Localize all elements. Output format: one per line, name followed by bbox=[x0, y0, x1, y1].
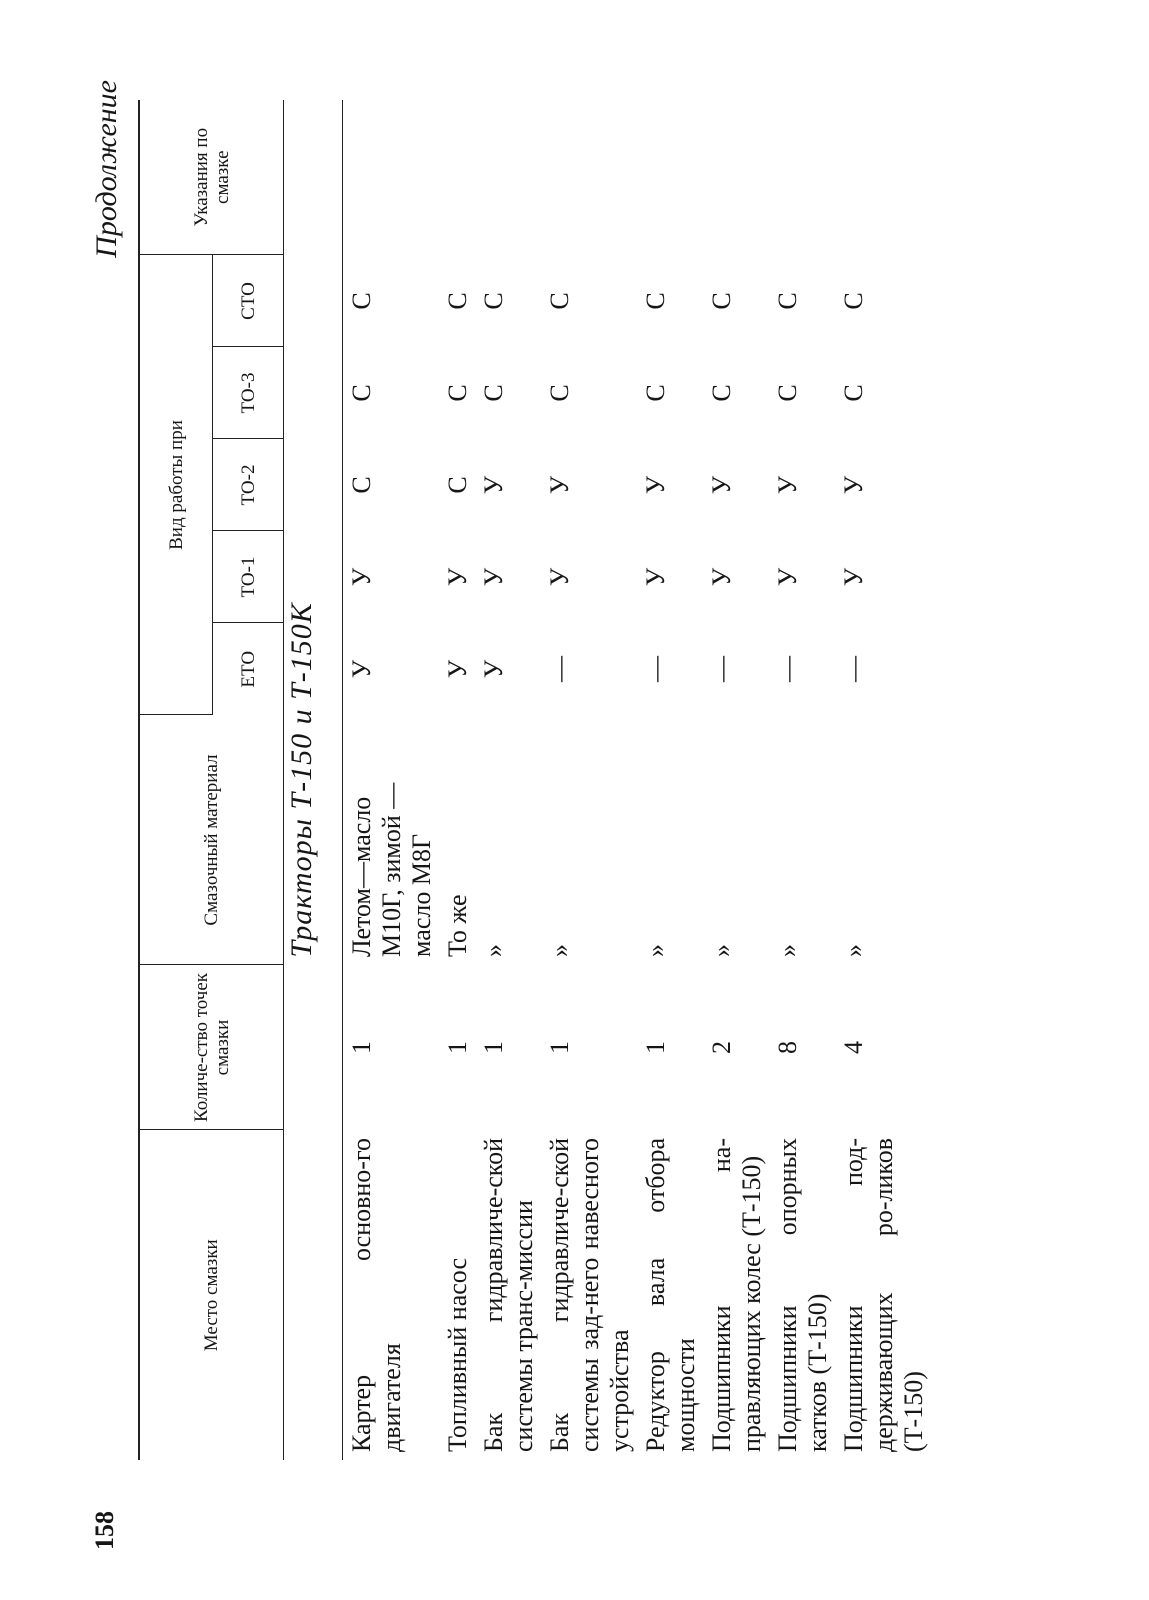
row-sto: С bbox=[839, 292, 868, 310]
row-sto: С bbox=[347, 292, 376, 310]
table-row bbox=[439, 100, 475, 1460]
header-to2: ТО-2 bbox=[213, 439, 284, 531]
header-place: Место смазки bbox=[139, 1130, 284, 1460]
row-to3: С bbox=[707, 384, 736, 402]
row-notes bbox=[343, 100, 440, 255]
row-place: Бак гидравличе-ской системы транс-миссии bbox=[479, 1138, 538, 1452]
row-to3: С bbox=[641, 384, 670, 402]
row-place: Редуктор вала отбора мощности bbox=[641, 1138, 700, 1452]
row-sto: С bbox=[707, 292, 736, 310]
header-to3: ТО-3 bbox=[213, 347, 284, 439]
row-to2: У bbox=[479, 475, 508, 495]
row-sto: С bbox=[479, 292, 508, 310]
row-to1: У bbox=[479, 567, 508, 587]
row-to1: У bbox=[347, 567, 376, 587]
table-row bbox=[835, 100, 931, 1460]
header-material: Смазочный материал bbox=[139, 715, 284, 965]
continuation-label: Продолжение bbox=[90, 80, 123, 258]
row-count: 8 bbox=[773, 1041, 802, 1054]
row-count: 1 bbox=[347, 1041, 376, 1054]
table-row bbox=[769, 100, 835, 1460]
row-notes bbox=[769, 100, 835, 255]
header-sto: СТО bbox=[213, 255, 284, 347]
row-to1: У bbox=[839, 567, 868, 587]
header-eto: ЕТО bbox=[213, 623, 284, 715]
row-material: » bbox=[839, 944, 868, 957]
row-eto: У bbox=[479, 659, 508, 679]
section-title: Тракторы Т-150 и Т-150К bbox=[284, 100, 343, 1460]
row-to2: У bbox=[641, 475, 670, 495]
lubrication-table bbox=[138, 100, 931, 1460]
row-count: 2 bbox=[707, 1041, 736, 1054]
row-notes bbox=[703, 100, 769, 255]
row-eto: У bbox=[443, 659, 472, 679]
table-row bbox=[541, 100, 637, 1460]
row-count: 1 bbox=[545, 1041, 574, 1054]
row-notes bbox=[541, 100, 637, 255]
header-work-group: Вид работы при bbox=[139, 255, 213, 715]
table-row bbox=[475, 100, 541, 1460]
row-sto: С bbox=[773, 292, 802, 310]
row-to3: С bbox=[545, 384, 574, 402]
row-notes bbox=[439, 100, 475, 255]
row-to1: У bbox=[641, 567, 670, 587]
row-notes bbox=[835, 100, 931, 255]
row-eto: — bbox=[773, 656, 802, 682]
row-to3: С bbox=[443, 384, 472, 402]
row-place: Подшипники на-правляющих колес (Т-150) bbox=[707, 1138, 766, 1452]
row-to1: У bbox=[707, 567, 736, 587]
row-place: Топливный насос bbox=[443, 1258, 472, 1452]
row-to1: У bbox=[443, 567, 472, 587]
row-notes bbox=[475, 100, 541, 255]
row-to1: У bbox=[773, 567, 802, 587]
row-to2: У bbox=[773, 475, 802, 495]
row-eto: — bbox=[641, 656, 670, 682]
row-eto: — bbox=[839, 656, 868, 682]
rotated-page bbox=[80, 50, 1080, 1550]
row-eto: — bbox=[707, 656, 736, 682]
row-sto: С bbox=[443, 292, 472, 310]
row-material: » bbox=[707, 944, 736, 957]
row-count: 1 bbox=[641, 1041, 670, 1054]
row-to2: У bbox=[707, 475, 736, 495]
row-to3: С bbox=[773, 384, 802, 402]
row-notes bbox=[637, 100, 703, 255]
row-count: 1 bbox=[479, 1041, 508, 1054]
header-to1: ТО-1 bbox=[213, 531, 284, 623]
row-place: Картер основно-го двигателя bbox=[347, 1138, 406, 1452]
row-sto: С bbox=[545, 292, 574, 310]
table-row bbox=[703, 100, 769, 1460]
row-to1: У bbox=[545, 567, 574, 587]
row-to2: У bbox=[839, 475, 868, 495]
row-place: Бак гидравличе-ской системы зад-него навесного устройства bbox=[545, 1138, 634, 1452]
row-place: Подшипники под-держивающих ро-ликов (Т-150) bbox=[839, 1138, 928, 1452]
table-row bbox=[343, 100, 440, 1460]
row-to2: С bbox=[347, 476, 376, 494]
row-sto: С bbox=[641, 292, 670, 310]
row-material: Летом—масло М10Г, зимой — масло М8Г bbox=[347, 782, 436, 957]
row-material: » bbox=[773, 944, 802, 957]
row-place: Подшипники опорных катков (Т-150) bbox=[773, 1138, 832, 1452]
page-number: 158 bbox=[90, 1511, 119, 1550]
row-material: То же bbox=[443, 894, 472, 957]
row-material: » bbox=[545, 944, 574, 957]
row-material: » bbox=[479, 944, 508, 957]
row-eto: У bbox=[347, 659, 376, 679]
row-count: 1 bbox=[443, 1041, 472, 1054]
row-to3: С bbox=[347, 384, 376, 402]
header-notes: Указания по смазке bbox=[139, 100, 284, 255]
table-row bbox=[637, 100, 703, 1460]
row-to3: С bbox=[479, 384, 508, 402]
row-count: 4 bbox=[839, 1041, 868, 1054]
row-to3: С bbox=[839, 384, 868, 402]
header-count: Количе-ство точек смазки bbox=[139, 965, 284, 1130]
row-eto: — bbox=[545, 656, 574, 682]
row-to2: У bbox=[545, 475, 574, 495]
row-to2: С bbox=[443, 476, 472, 494]
row-material: » bbox=[641, 944, 670, 957]
